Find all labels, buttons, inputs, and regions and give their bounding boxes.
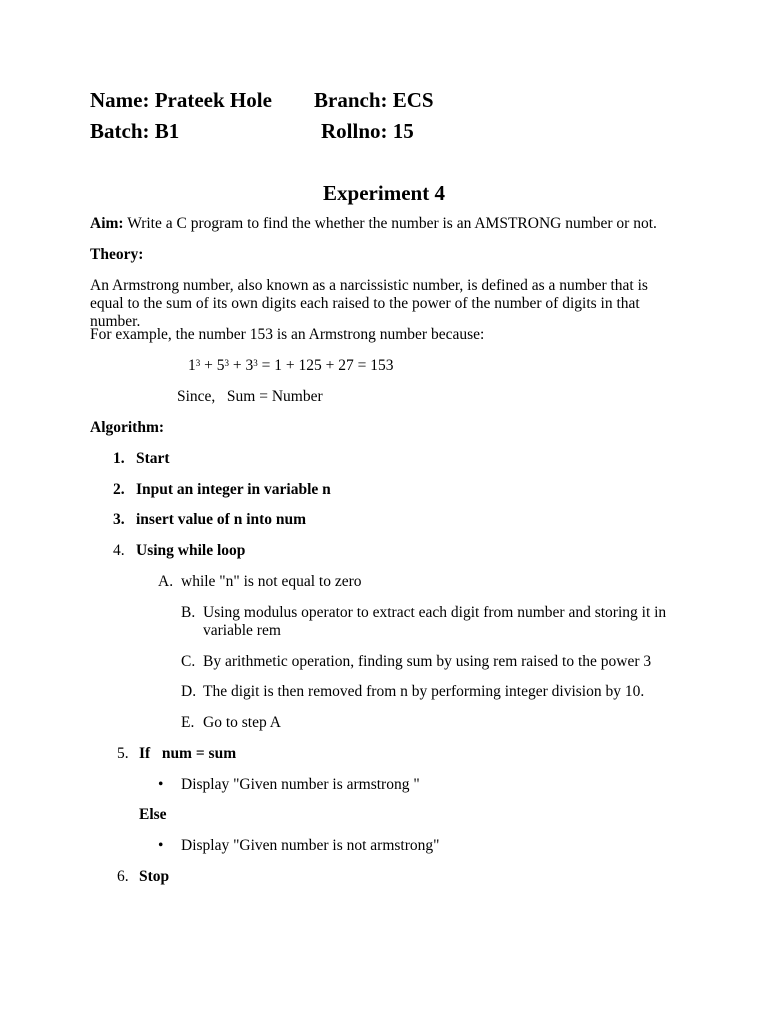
armstrong-equation [188, 357, 393, 375]
eq-term2: + 5 [200, 357, 225, 374]
student-batch: Batch: B1 [90, 119, 180, 143]
student-name: Name: Prateek Hole [90, 88, 272, 112]
step-1-number: 1. [113, 450, 125, 467]
substep-d-text: The digit is then removed from n by performing integer division by 10. [203, 683, 645, 700]
aim-line [90, 215, 657, 233]
eq-term3: + 3 [229, 357, 254, 374]
else-display-text: Display "Given number is not armstrong" [181, 837, 440, 854]
student-branch: Branch: ECS [314, 88, 434, 112]
eq-term1-base: 1 [188, 357, 196, 374]
eq-result: = 1 + 125 + 27 = 153 [257, 357, 394, 374]
step-5-number: 5. [117, 745, 129, 762]
aim-label: Aim: [90, 215, 124, 232]
theory-paragraph: An Armstrong number, also known as a narcissistic number, is defined as a number that is equal to the sum of its own digits each raised to the power of the number of digits in that number. [90, 277, 648, 330]
example-intro: For example, the number 153 is an Armstrong number because: [90, 326, 485, 343]
eq-term1-exp: 3 [195, 358, 201, 368]
substep-b-letter: B. [181, 604, 196, 621]
substep-e-letter: E. [181, 714, 195, 731]
step-2-text: Input an integer in variable n [136, 481, 331, 498]
eq-term2-exp: 3 [224, 358, 229, 368]
aim-text: Write a C program to find the whether the number is an AMSTRONG number or not. [127, 215, 657, 232]
bullet-if: • [158, 776, 164, 793]
experiment-title: Experiment 4 [323, 181, 445, 205]
substep-e-text: Go to step A [203, 714, 281, 731]
step-6-text: Stop [139, 868, 170, 885]
algorithm-label: Algorithm: [90, 419, 165, 436]
step-5-text: If num = sum [139, 745, 237, 762]
substep-a-letter: A. [158, 573, 174, 590]
else-label: Else [139, 806, 167, 823]
substep-c-text: By arithmetic operation, finding sum by using rem raised to the power 3 [203, 653, 652, 670]
bullet-else: • [158, 837, 164, 854]
since-line: Since, Sum = Number [177, 388, 323, 405]
step-1-text: Start [136, 450, 170, 467]
substep-b-text: Using modulus operator to extract each digit from number and storing it in variable rem [203, 604, 667, 639]
substep-c-letter: C. [181, 653, 196, 670]
step-4-text: Using while loop [136, 542, 246, 559]
substep-d-letter: D. [181, 683, 197, 700]
step-2-number: 2. [113, 481, 125, 498]
if-display-text: Display "Given number is armstrong " [181, 776, 420, 793]
step-3-text: insert value of n into num [136, 511, 307, 528]
step-3-number: 3. [113, 511, 125, 528]
eq-term3-exp: 3 [253, 358, 258, 368]
step-6-number: 6. [117, 868, 129, 885]
substep-a-text: while "n" is not equal to zero [181, 573, 362, 590]
student-rollno: Rollno: 15 [321, 119, 414, 143]
theory-label: Theory: [90, 246, 144, 263]
step-4-number: 4. [113, 542, 125, 559]
